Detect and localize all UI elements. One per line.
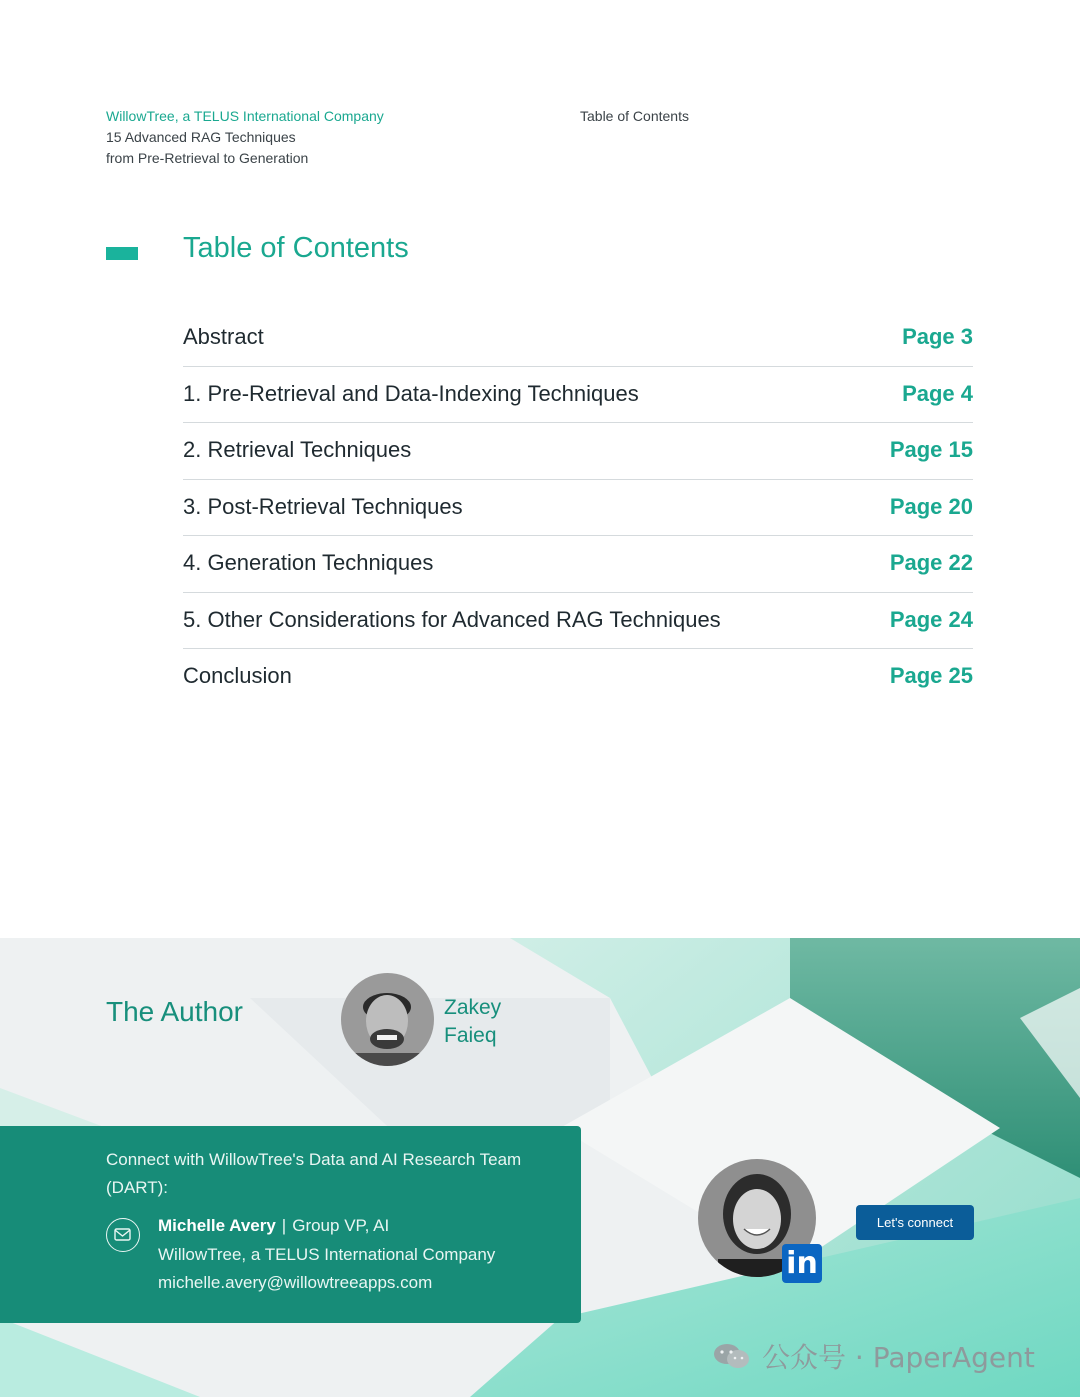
toc-item-page[interactable]: Page 25 <box>889 663 973 688</box>
toc-item-label: Abstract <box>183 324 264 349</box>
toc-item[interactable] <box>183 649 973 706</box>
contact-company: WillowTree, a TELUS International Company <box>158 1244 496 1264</box>
toc-item-label: 1. Pre-Retrieval and Data-Indexing Techniques <box>183 380 639 406</box>
toc-title: Table of Contents <box>183 232 409 264</box>
toc-item-page[interactable]: Page 24 <box>889 606 973 632</box>
toc-list <box>183 310 973 706</box>
contact-name: Michelle Avery <box>158 1216 276 1235</box>
author-avatar <box>341 973 434 1066</box>
author-heading: The Author <box>106 996 243 1027</box>
contact-intro: Connect with WillowTree's Data and AI Research Team (DART): <box>106 1150 522 1197</box>
toc-item-page[interactable]: Page 3 <box>902 324 973 349</box>
mail-icon[interactable] <box>106 1218 140 1252</box>
toc-item-label: 3. Post-Retrieval Techniques <box>183 493 463 519</box>
contact-panel <box>0 1126 581 1323</box>
header-brand: WillowTree, a TELUS International Company <box>106 108 384 124</box>
toc-item-label: Conclusion <box>183 663 292 688</box>
header-doc-subtitle: from Pre-Retrieval to Generation <box>106 150 309 166</box>
author-photo-icon <box>341 973 434 1066</box>
author-last-name: Faieq <box>444 1024 497 1047</box>
author-first-name: Zakey <box>444 996 502 1019</box>
toc-item[interactable] <box>183 536 973 593</box>
toc-accent-bar <box>106 247 138 260</box>
toc-item[interactable] <box>183 423 973 480</box>
header-doc-title: 15 Advanced RAG Techniques <box>106 129 296 145</box>
wechat-icon <box>712 1341 752 1371</box>
watermark <box>712 1336 1035 1376</box>
toc-item-label: 2. Retrieval Techniques <box>183 437 412 462</box>
linkedin-icon[interactable]: in <box>782 1244 822 1283</box>
toc-item[interactable] <box>183 310 973 367</box>
toc-item-label: 4. Generation Techniques <box>183 550 434 575</box>
toc-item-page[interactable]: Page 20 <box>889 493 973 519</box>
contact-details <box>158 1212 495 1298</box>
watermark-text: 公众号 · PaperAgent <box>762 1341 1035 1374</box>
toc-item[interactable] <box>183 593 973 650</box>
toc-item[interactable] <box>183 480 973 537</box>
contact-email-link[interactable]: michelle.avery@willowtreeapps.com <box>158 1273 433 1292</box>
contact-separator: | <box>281 1216 287 1235</box>
toc-item-page[interactable]: Page 22 <box>889 550 973 575</box>
toc-item[interactable] <box>183 367 973 424</box>
contact-role: Group VP, AI <box>292 1216 390 1235</box>
toc-item-label: 5. Other Considerations for Advanced RAG Techniques <box>183 606 721 632</box>
header-section: Table of Contents <box>580 108 689 124</box>
toc-item-page[interactable]: Page 15 <box>889 437 973 462</box>
author-name <box>444 994 501 1050</box>
lets-connect-button[interactable]: Let's connect <box>856 1205 974 1240</box>
page-header <box>106 106 384 169</box>
toc-item-page[interactable]: Page 4 <box>902 380 973 406</box>
